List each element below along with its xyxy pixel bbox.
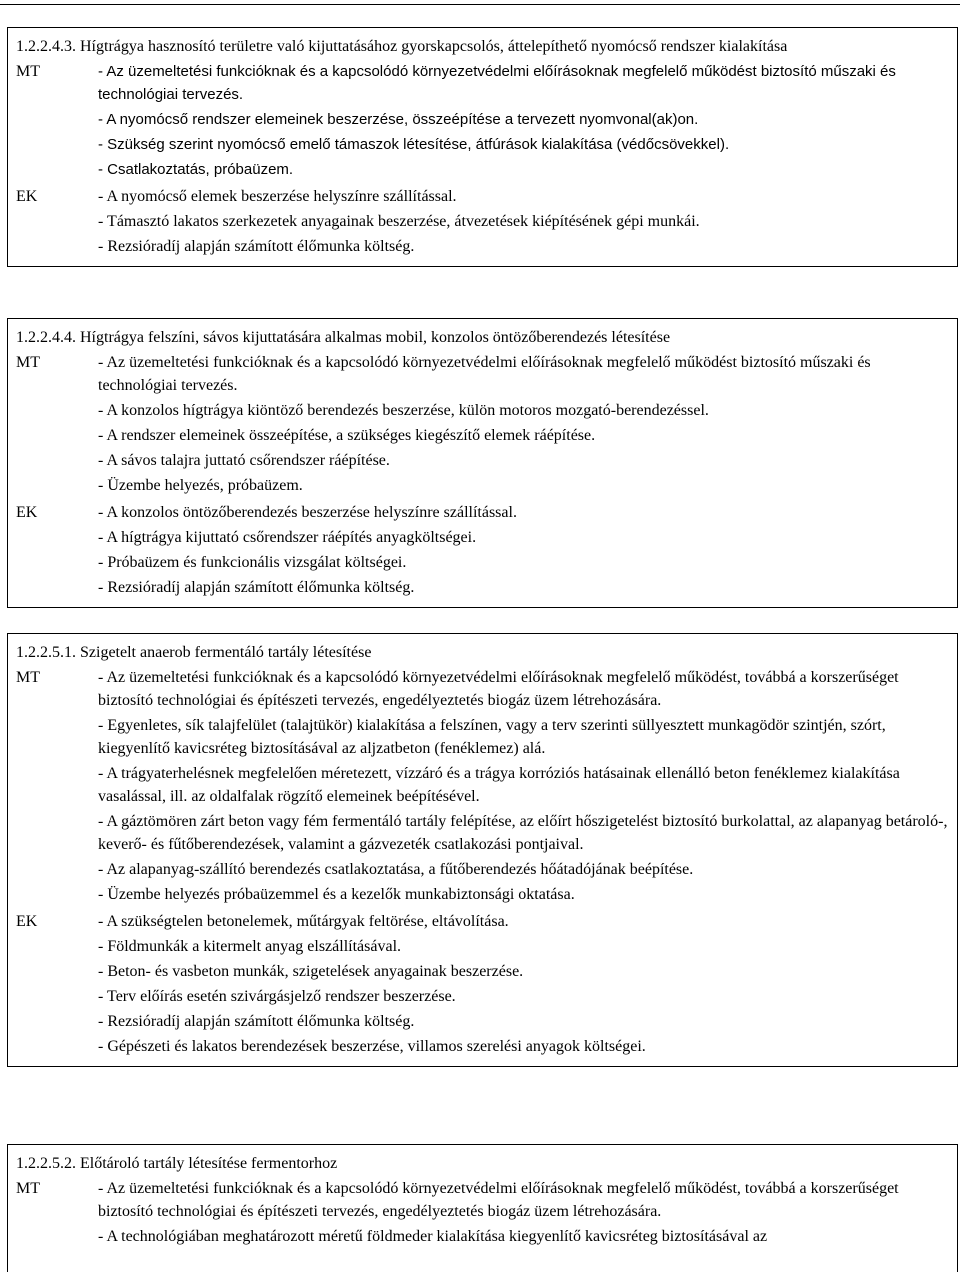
ek-row [16, 501, 949, 601]
list-item: - A gáztömören zárt beton vagy fém fermentáló tartály felépítése, az előírt hőszigetelést biztosító burkolattal, az alapanyag betároló-, keverő- és fűtőberendezések, valamint a gázvezeték csatlakozási pontjaival. [98, 813, 948, 853]
list-item: - A konzolos öntözőberendezés beszerzése helyszínre szállítással. [98, 504, 517, 521]
list-item: - Rezsióradíj alapján számított élőmunka költség. [98, 579, 415, 596]
list-item: - Földmunkák a kitermelt anyag elszállításával. [98, 938, 402, 955]
section-1-box [7, 27, 958, 267]
mt-items [98, 351, 949, 499]
page-top-rule [0, 4, 960, 5]
section-title: 1.2.2.4.3. Hígtrágya hasznosító területre való kijuttatásához gyorskapcsolós, áttelepíthető nyomócső rendszer kialakítása [16, 38, 788, 55]
list-item: - A technológiában meghatározott méretű földmeder kialakítása kiegyenlítő kavicsréteg biztosításával az [98, 1228, 768, 1245]
list-item: - Szükség szerint nyomócső emelő támaszok létesítése, átfúrások kialakítása (védőcsövekkel). [98, 136, 730, 153]
list-item: - A rendszer elemeinek összeépítése, a szükséges kiegészítő elemek ráépítése. [98, 427, 596, 444]
list-item: - A nyomócső elemek beszerzése helyszínre szállítással. [98, 188, 457, 205]
list-item: - Csatlakoztatás, próbaüzem. [98, 161, 294, 178]
mt-label: MT [16, 1180, 40, 1197]
ek-label: EK [16, 188, 38, 205]
list-item: - Az alapanyag-szállító berendezés csatlakoztatása, a fűtőberendezés hőátadójának beépítése. [98, 861, 694, 878]
list-item: - Üzembe helyezés próbaüzemmel és a kezelők munkabiztonsági oktatása. [98, 886, 575, 903]
mt-items [98, 1177, 949, 1250]
section-2-box [7, 318, 958, 608]
ek-items [98, 501, 949, 601]
list-item: - Egyenletes, sík talajfelület (talajtükör) kialakítása a felszínen, vagy a terv szerinti süllyesztett munkagödör szintjén, szórt, kiegyenlítő kavicsréteg biztosításával az aljzatbeton (fenéklemez) alá. [98, 717, 886, 757]
mt-row [16, 1177, 949, 1250]
section-title: 1.2.2.5.2. Előtároló tartály létesítése fermentorhoz [16, 1155, 338, 1172]
list-item: - A hígtrágya kijuttató csőrendszer ráépítés anyagköltségei. [98, 529, 477, 546]
ek-label: EK [16, 913, 38, 930]
mt-row [16, 351, 949, 499]
list-item: - A sávos talajra juttató csőrendszer ráépítése. [98, 452, 390, 469]
ek-row [16, 185, 949, 260]
section-4-box [7, 1144, 958, 1272]
mt-row [16, 666, 949, 908]
list-item: - Az üzemeltetési funkcióknak és a kapcsolódó környezetvédelmi előírásoknak megfelelő működést biztosító műszaki és technológiai tervezés. [98, 354, 871, 394]
ek-items [98, 910, 949, 1060]
list-item: - Rezsióradíj alapján számított élőmunka költség. [98, 1013, 415, 1030]
list-item: - A trágyaterhelésnek megfelelően méretezett, vízzáró és a trágya korróziós hatásainak ellenálló beton fenéklemez kialakítása vasalással, ill. az oldalfalak rögzítő elemeinek beépítésével. [98, 765, 900, 805]
section-title: 1.2.2.5.1. Szigetelt anaerob fermentáló tartály létesítése [16, 644, 372, 661]
list-item: - Az üzemeltetési funkcióknak és a kapcsolódó környezetvédelmi előírásoknak megfelelő működést, továbbá a korszerűséget biztosító technológiai és építészeti tervezés, engedélyeztetés biogáz üzem létrehozására. [98, 669, 899, 709]
list-item: - A konzolos hígtrágya kiöntöző berendezés beszerzése, külön motoros mozgató-berendezéssel. [98, 402, 709, 419]
section-title: 1.2.2.4.4. Hígtrágya felszíni, sávos kijuttatására alkalmas mobil, konzolos öntözőberendezés létesítése [16, 329, 671, 346]
list-item: - A szükségtelen betonelemek, műtárgyak feltörése, eltávolítása. [98, 913, 509, 930]
list-item: - Támasztó lakatos szerkezetek anyagainak beszerzése, átvezetések kiépítésének gépi munkái. [98, 213, 700, 230]
list-item: - Próbaüzem és funkcionális vizsgálat költségei. [98, 554, 407, 571]
mt-items [98, 60, 949, 183]
list-item: - Üzembe helyezés, próbaüzem. [98, 477, 303, 494]
mt-items [98, 666, 949, 908]
section-3-box [7, 633, 958, 1067]
list-item: - Az üzemeltetési funkcióknak és a kapcsolódó környezetvédelmi előírásoknak megfelelő működést biztosító műszaki és technológiai tervezés. [98, 63, 896, 103]
list-item: - Gépészeti és lakatos berendezések beszerzése, villamos szerelési anyagok költségei. [98, 1038, 646, 1055]
ek-label: EK [16, 504, 38, 521]
list-item: - Beton- és vasbeton munkák, szigetelések anyagainak beszerzése. [98, 963, 524, 980]
ek-row [16, 910, 949, 1060]
list-item: - A nyomócső rendszer elemeinek beszerzése, összeépítése a tervezett nyomvonal(ak)on. [98, 111, 699, 128]
mt-label: MT [16, 669, 40, 686]
list-item: - Az üzemeltetési funkcióknak és a kapcsolódó környezetvédelmi előírásoknak megfelelő működést, továbbá a korszerűséget biztosító technológiai és építészeti tervezés, engedélyeztetés biogáz üzem létrehozására. [98, 1180, 899, 1220]
mt-label: MT [16, 63, 40, 80]
list-item: - Rezsióradíj alapján számított élőmunka költség. [98, 238, 415, 255]
mt-row [16, 60, 949, 183]
mt-label: MT [16, 354, 40, 371]
ek-items [98, 185, 949, 260]
list-item: - Terv előírás esetén szivárgásjelző rendszer beszerzése. [98, 988, 456, 1005]
